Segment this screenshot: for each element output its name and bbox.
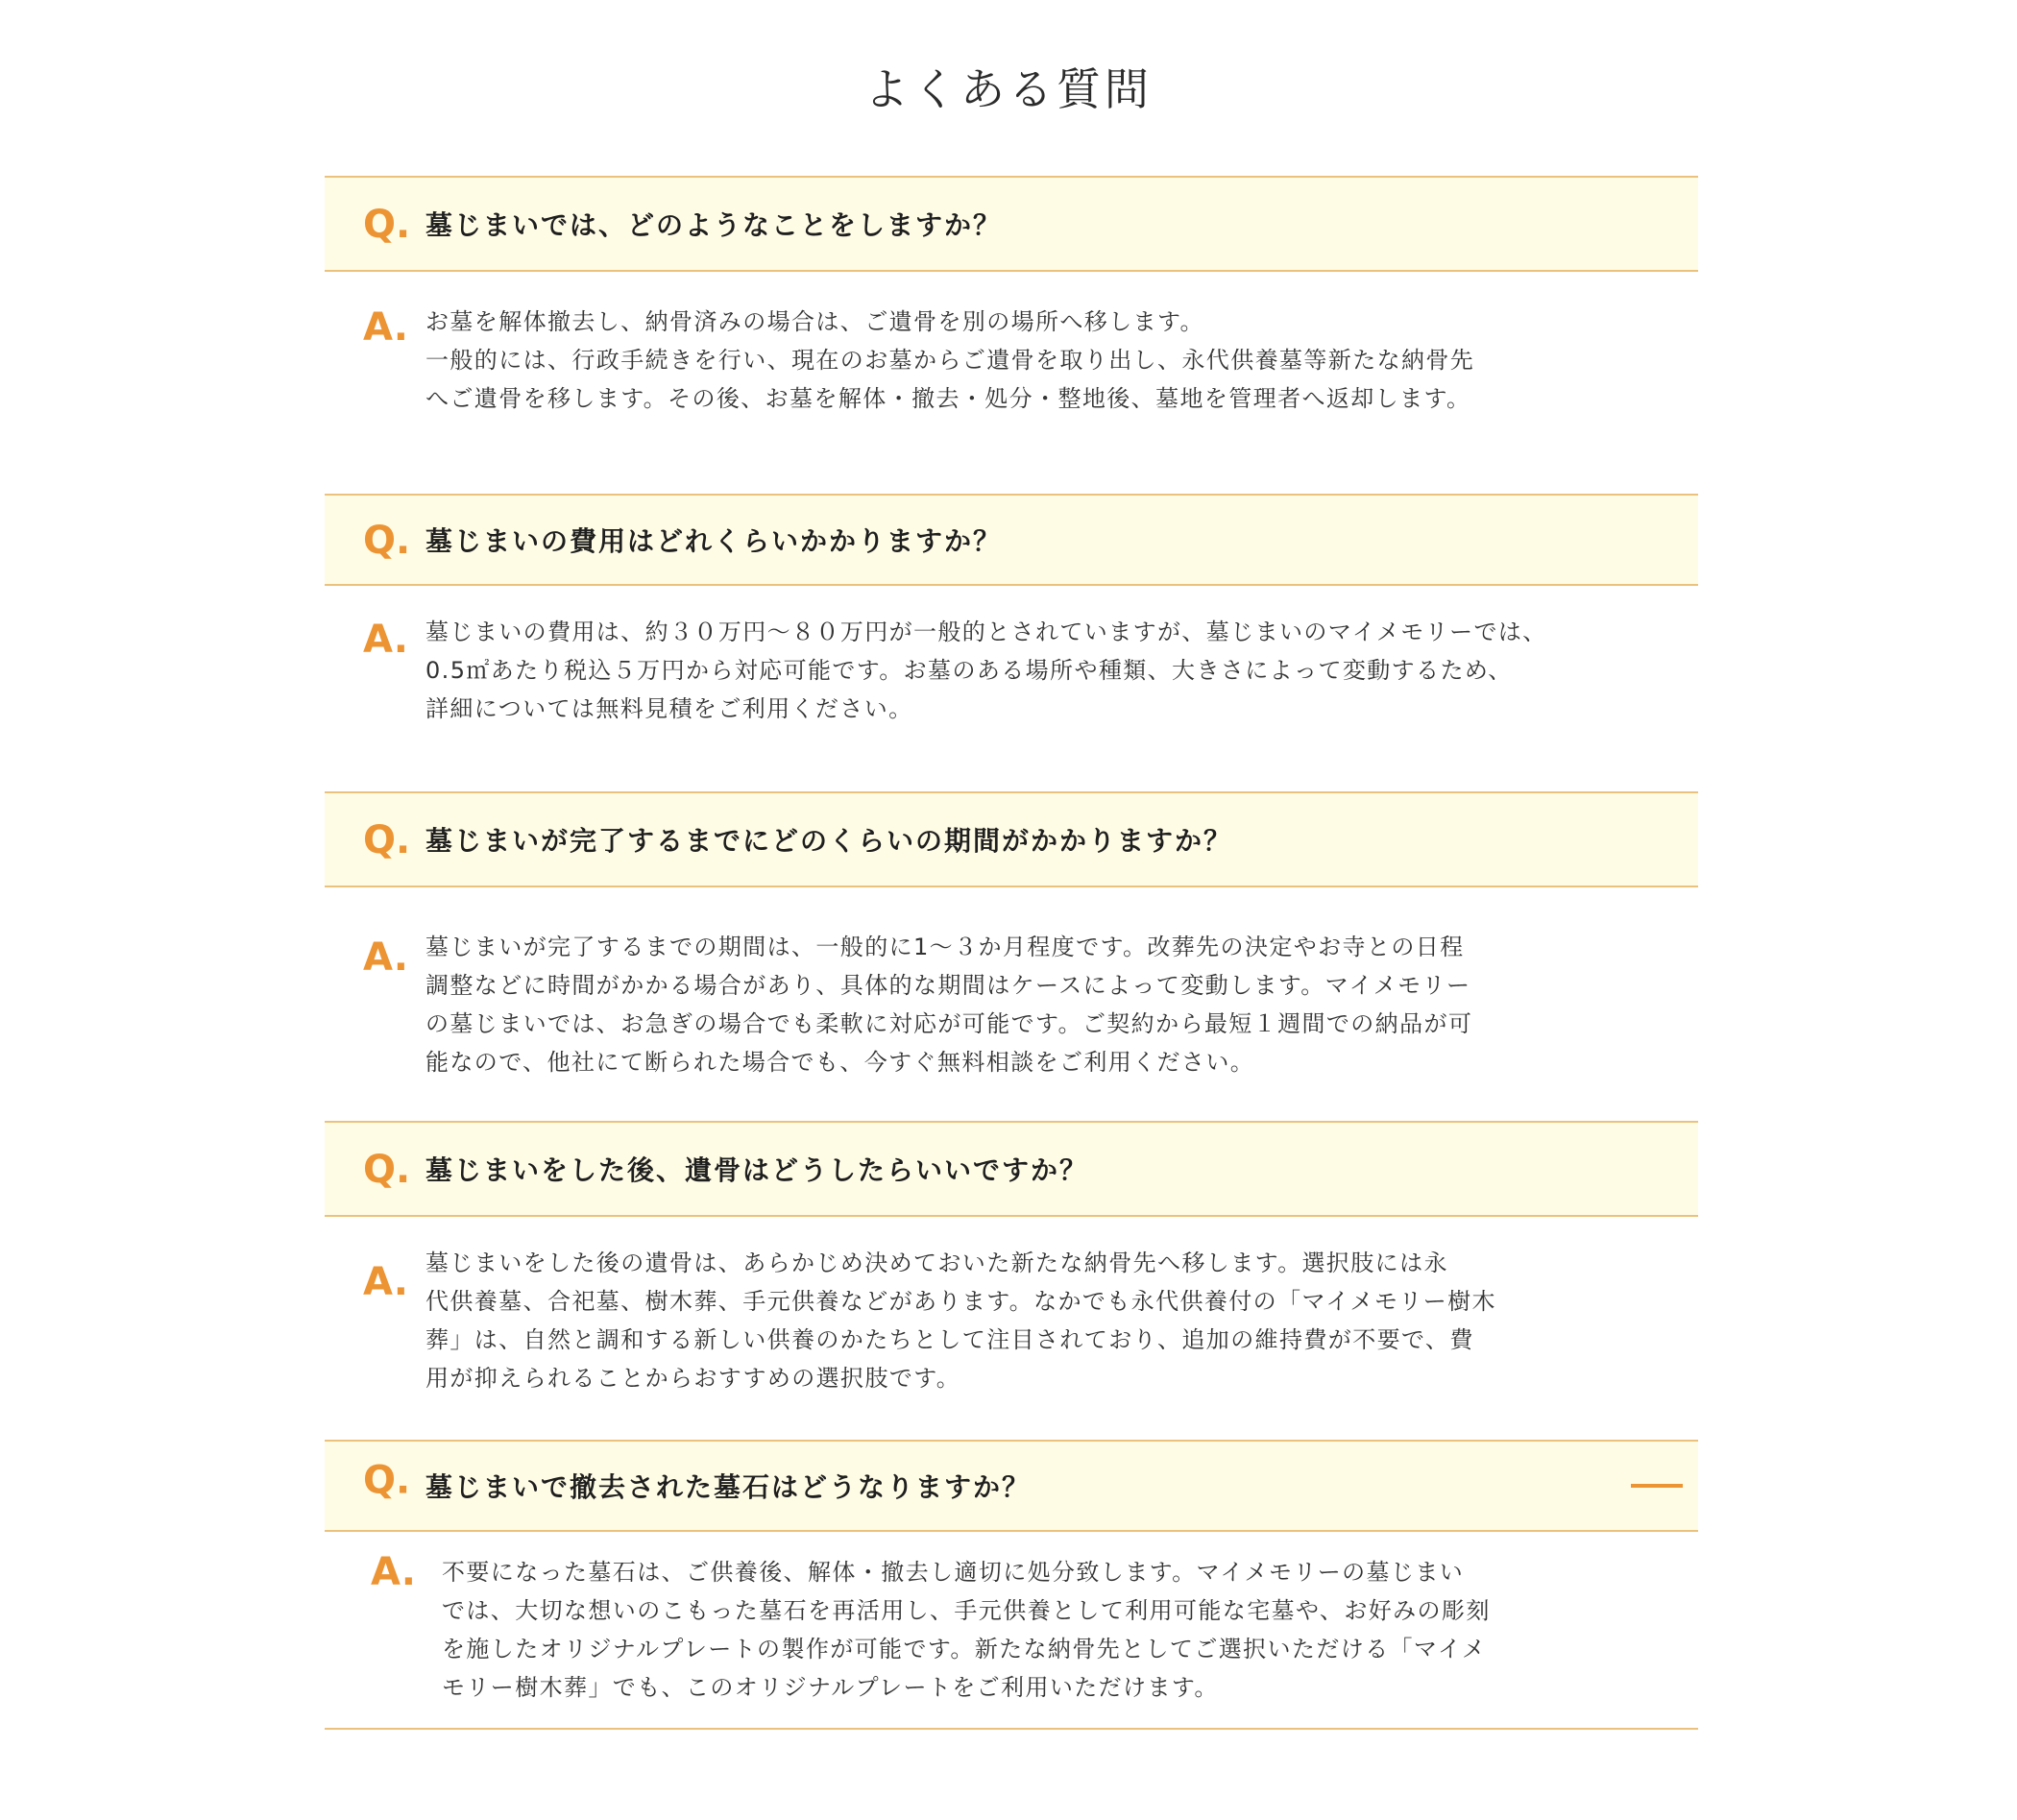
faq-answer [325,272,1698,494]
answer-line: 一般的には、行政手続きを行い、現在のお墓からご遺骨を取り出し、永代供養墓等新たな納骨先 [425,347,1475,374]
q-mark: Q. [363,1458,411,1503]
answer-line: 代供養墓、合祀墓、樹木葬、手元供養などがあります。なかでも永代供養付の「マイメモリー樹木 [425,1288,1496,1315]
faq-question[interactable] [325,1121,1698,1217]
answer-line: 不要になった墓石は、ご供養後、解体・撤去し適切に処分致します。マイメモリーの墓じまい [442,1559,1465,1586]
answer-line: 墓じまいが完了するまでの期間は、一般的に1〜３か月程度です。改葬先の決定やお寺との日程 [425,934,1465,960]
answer-line: 能なので、他社にて断られた場合でも、今すぐ無料相談をご利用ください。 [425,1049,1255,1076]
answer-line: 0.5㎡あたり税込５万円から対応可能です。お墓のある場所や種類、大きさによって変動するため、 [425,657,1513,684]
faq-question[interactable] [325,494,1698,586]
q-mark: Q. [363,1147,411,1192]
faq-answer [325,887,1698,1121]
answer-line: を施したオリジナルプレートの製作が可能です。新たな納骨先としてご選択いただける「マイメ [442,1636,1487,1662]
faq-answer [325,1532,1698,1730]
divider [325,1728,1698,1730]
a-mark: A. [363,618,408,662]
answer-line: の墓じまいでは、お急ぎの場合でも柔軟に対応が可能です。ご契約から最短１週間での納品が可 [425,1010,1473,1037]
faq-question[interactable] [325,176,1698,272]
faq-item [325,791,1698,1121]
a-mark: A. [363,1260,408,1304]
faq-answer [325,1217,1698,1440]
a-mark: A. [363,305,408,350]
answer-line: 調整などに時間がかかる場合があり、具体的な期間はケースによって変動します。マイメモリー [425,972,1471,999]
answer-line: 葬」は、自然と調和する新しい供養のかたちとして注目されており、追加の維持費が不要で、費 [425,1326,1474,1353]
question-text: 墓じまいをした後、遺骨はどうしたらいいですか？ [425,1154,1089,1186]
answer-line: へご遺骨を移します。その後、お墓を解体・撤去・処分・整地後、墓地を管理者へ返却します。 [425,385,1471,412]
question-text: 墓じまいでは、どのようなことをしますか？ [425,209,1003,241]
faq-item [325,1121,1698,1440]
faq-list [325,176,1698,1730]
answer-line: では、大切な想いのこもった墓石を再活用し、手元供養として利用可能な宅墓や、お好みの彫刻 [442,1597,1491,1624]
answer-text [425,1244,1496,1397]
answer-text [425,613,1547,728]
faq-item [325,176,1698,494]
answer-text [425,928,1473,1081]
a-mark: A. [371,1550,416,1594]
minus-icon[interactable] [1631,1484,1683,1488]
answer-line: 墓じまいの費用は、約３０万円〜８０万円が一般的とされていますが、墓じまいのマイメモリーでは、 [425,619,1547,645]
a-mark: A. [363,935,408,980]
answer-line: 墓じまいをした後の遺骨は、あらかじめ決めておいた新たな納骨先へ移します。選択肢には永 [425,1250,1448,1276]
q-mark: Q. [363,518,411,563]
faq-question[interactable] [325,791,1698,887]
answer-text [425,303,1475,418]
answer-line: 詳細については無料見積をご利用ください。 [425,695,913,722]
answer-line: 用が抑えられることからおすすめの選択肢です。 [425,1365,961,1392]
faq-item [325,1440,1698,1730]
answer-line: お墓を解体撤去し、納骨済みの場合は、ご遺骨を別の場所へ移します。 [425,308,1204,335]
faq-question[interactable] [325,1440,1698,1532]
answer-text [442,1553,1491,1707]
question-text: 墓じまいで撤去された墓石はどうなりますか？ [425,1471,1032,1503]
answer-line: モリー樹木葬」でも、このオリジナルプレートをご利用いただけます。 [442,1674,1219,1701]
faq-answer [325,586,1698,791]
page-title: よくある質問 [864,63,1153,115]
q-mark: Q. [363,817,411,862]
q-mark: Q. [363,202,411,247]
question-text: 墓じまいの費用はどれくらいかかりますか？ [425,525,1003,557]
faq-item [325,494,1698,791]
question-text: 墓じまいが完了するまでにどのくらいの期間がかかりますか？ [425,825,1233,857]
